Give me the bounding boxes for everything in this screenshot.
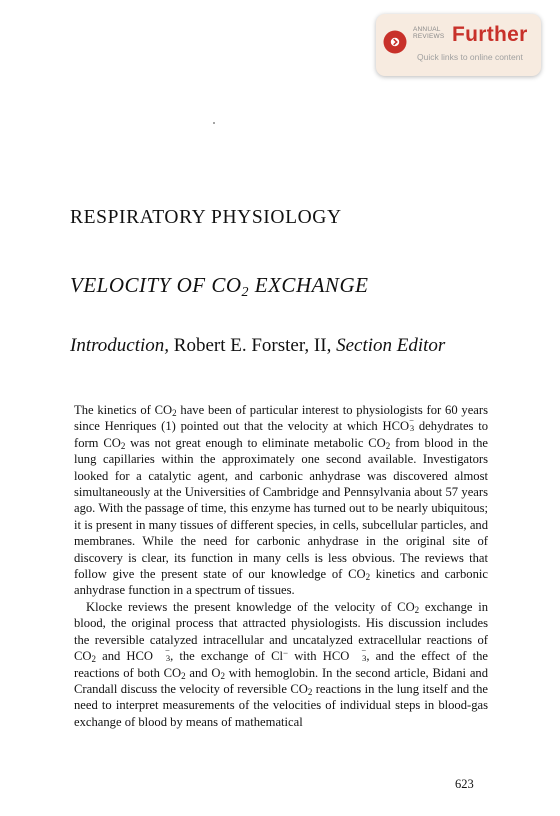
annual-reviews-further-badge[interactable]: [376, 14, 541, 76]
byline: [70, 335, 445, 357]
print-speck: [213, 122, 215, 124]
further-subtitle: Quick links to online content: [417, 52, 523, 62]
further-label[interactable]: Further: [452, 23, 528, 46]
section-title: RESPIRATORY PHYSIOLOGY: [70, 207, 342, 228]
byline-role: Section Editor: [336, 335, 446, 356]
paragraph-1: The kinetics of $CO_2$ have been of particular interest to physiologists for 60 years since Henriques (1) pointed out that the velocity at which HCO− $_3$ dehydrates to form $CO_2$ was not great enough to eliminate metabolic $CO_2$ from blood in the lung capillaries within the approximately one second available. Investigators looked for a catalytic agent, and carbonic anhydrase was discovered almost simultaneously at the Universities of Cambridge and Pennsylvania about 57 years ago. With the passage of time, this enzyme has turned out to be nearly ubiquitous; it is present in many tissues of different species, in cells, subcellular particles, and membranes. While the need for carbonic anhydrase in the original site of discovery is clear, its function in many cells is less obvious. The reviews that follow give the present state of our knowledge of $CO_2$ kinetics and carbonic anhydrase function in a spectrum of tissues.: [74, 402, 488, 599]
byline-author: Robert E. Forster, II,: [169, 335, 337, 356]
paragraph-2: Klocke reviews the present knowledge of the velocity of $CO_2$ exchange in blood, the original process that attracted physiologists. His discussion includes the reversible catalyzed intracellular and uncatalyzed extracellular reactions of $CO_2$ and HCO− $_3$, the exchange of Cl− with HCO− $_3$, and the effect of the reactions of both $CO_2$ and $O_2$ with hemoglobin. In the second article, Bidani and Crandall discuss the velocity of reversible $CO_2$ reactions in the lung itself and the need to interpret measurements of the velocities of individual steps in blood-gas exchange of blood by means of mathematical: [74, 599, 488, 730]
byline-intro: Introduction,: [70, 335, 170, 356]
body-text: [74, 402, 488, 730]
annual-reviews-wordmark: ANNUAL REVIEWS: [413, 26, 445, 40]
article-title: VELOCITY OF $CO_2$ EXCHANGE: [70, 273, 369, 300]
page-number: 623: [455, 777, 474, 791]
further-logo-icon: [383, 30, 407, 54]
